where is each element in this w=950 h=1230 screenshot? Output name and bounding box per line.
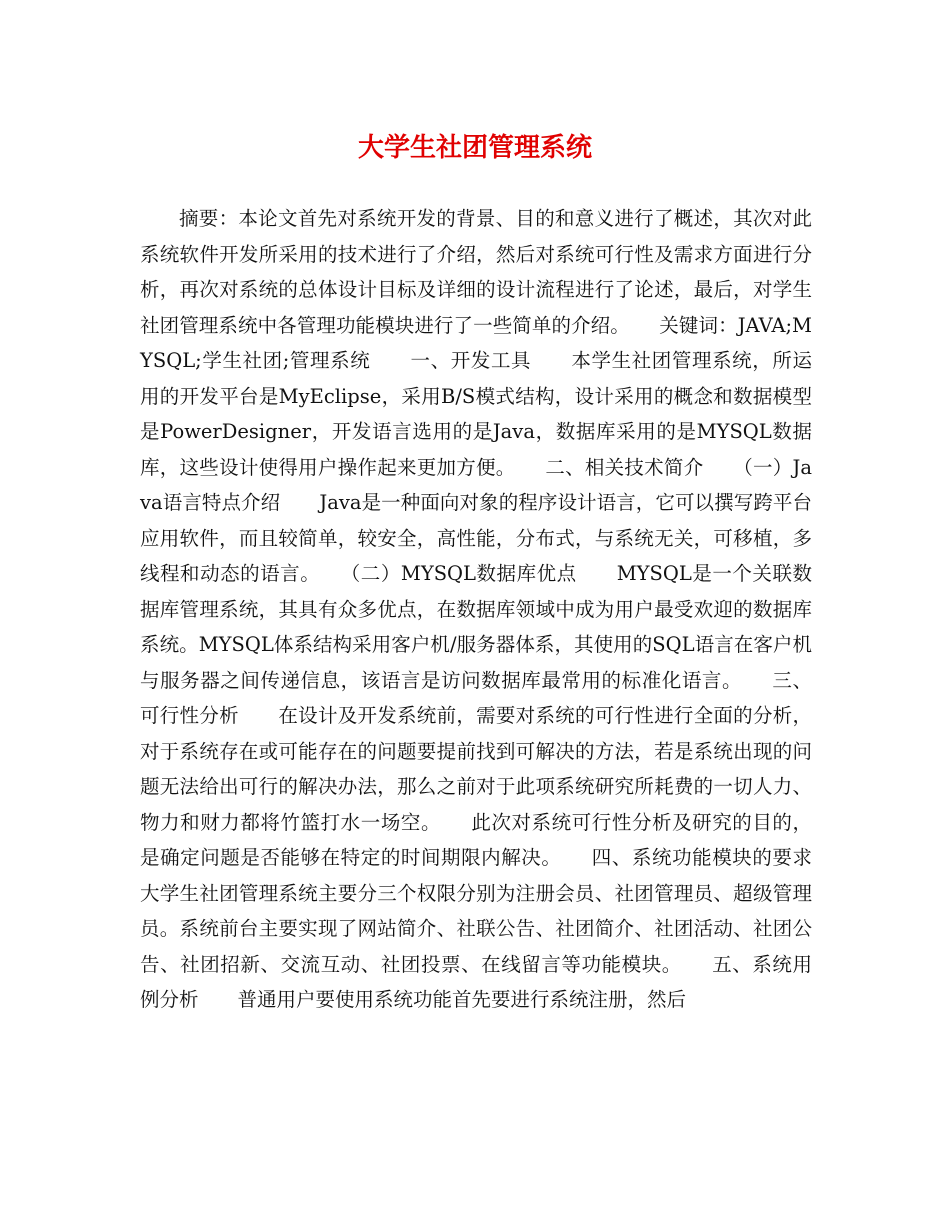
document-title: 大学生社团管理系统 (357, 133, 592, 163)
document-body-paragraph: 摘要：本论文首先对系统开发的背景、目的和意义进行了概述，其次对此系统软件开发所采用的技术进行了介绍，然后对系统可行性及需求方面进行分析，再次对系统的总体设计目标及详细的设计流程进行了论述，最后，对学生社团管理系统中各管理功能模块进行了一些简单的介绍。 关键词：JAVA;MYSQL;学生社团;管理系统 一、开发工具 本学生社团管理系统，所运用的开发平台是MyEclipse，采用B/S模式结构，设计采用的概念和数据模型是PowerDesigner，开发语言选用的是Java，数据库采用的是MYSQL数据库，这些设计使得用户操作起来更加方便。 二、相关技术简介 （一）Java语言特点介绍 Java是一种面向对象的程序设计语言，它可以撰写跨平台应用软件，而且较简单，较安全，高性能，分布式，与系统无关，可移植，多线程和动态的语言。 （二）MYSQL数据库优点 MYSQL是一个关联数据库管理系统，其具有众多优点，在数据库领域中成为用户最受欢迎的数据库系统。MYSQL体系结构采用客户机/服务器体系，其使用的SQL语言在客户机与服务器之间传递信息，该语言是访问数据库最常用的标准化语言。 三、可行性分析 在设计及开发系统前，需要对系统的可行性进行全面的分析，对于系统存在或可能存在的问题要提前找到可解决的方法，若是系统出现的问题无法给出可行的解决办法，那么之前对于此项系统研究所耗费的一切人力、物力和财力都将竹篮打水一场空。 此次对系统可行性分析及研究的目的，是确定问题是否能够在特定的时间期限内解决。 四、系统功能模块的要求 大学生社团管理系统主要分三个权限分别为注册会员、社团管理员、超级管理员。系统前台主要实现了网站简介、社联公告、社团简介、社团活动、社团公告、社团招新、交流互动、社团投票、在线留言等功能模块。 五、系统用例分析 普通用户要使用系统功能首先要进行系统注册，然后 (140, 207, 852, 1011)
